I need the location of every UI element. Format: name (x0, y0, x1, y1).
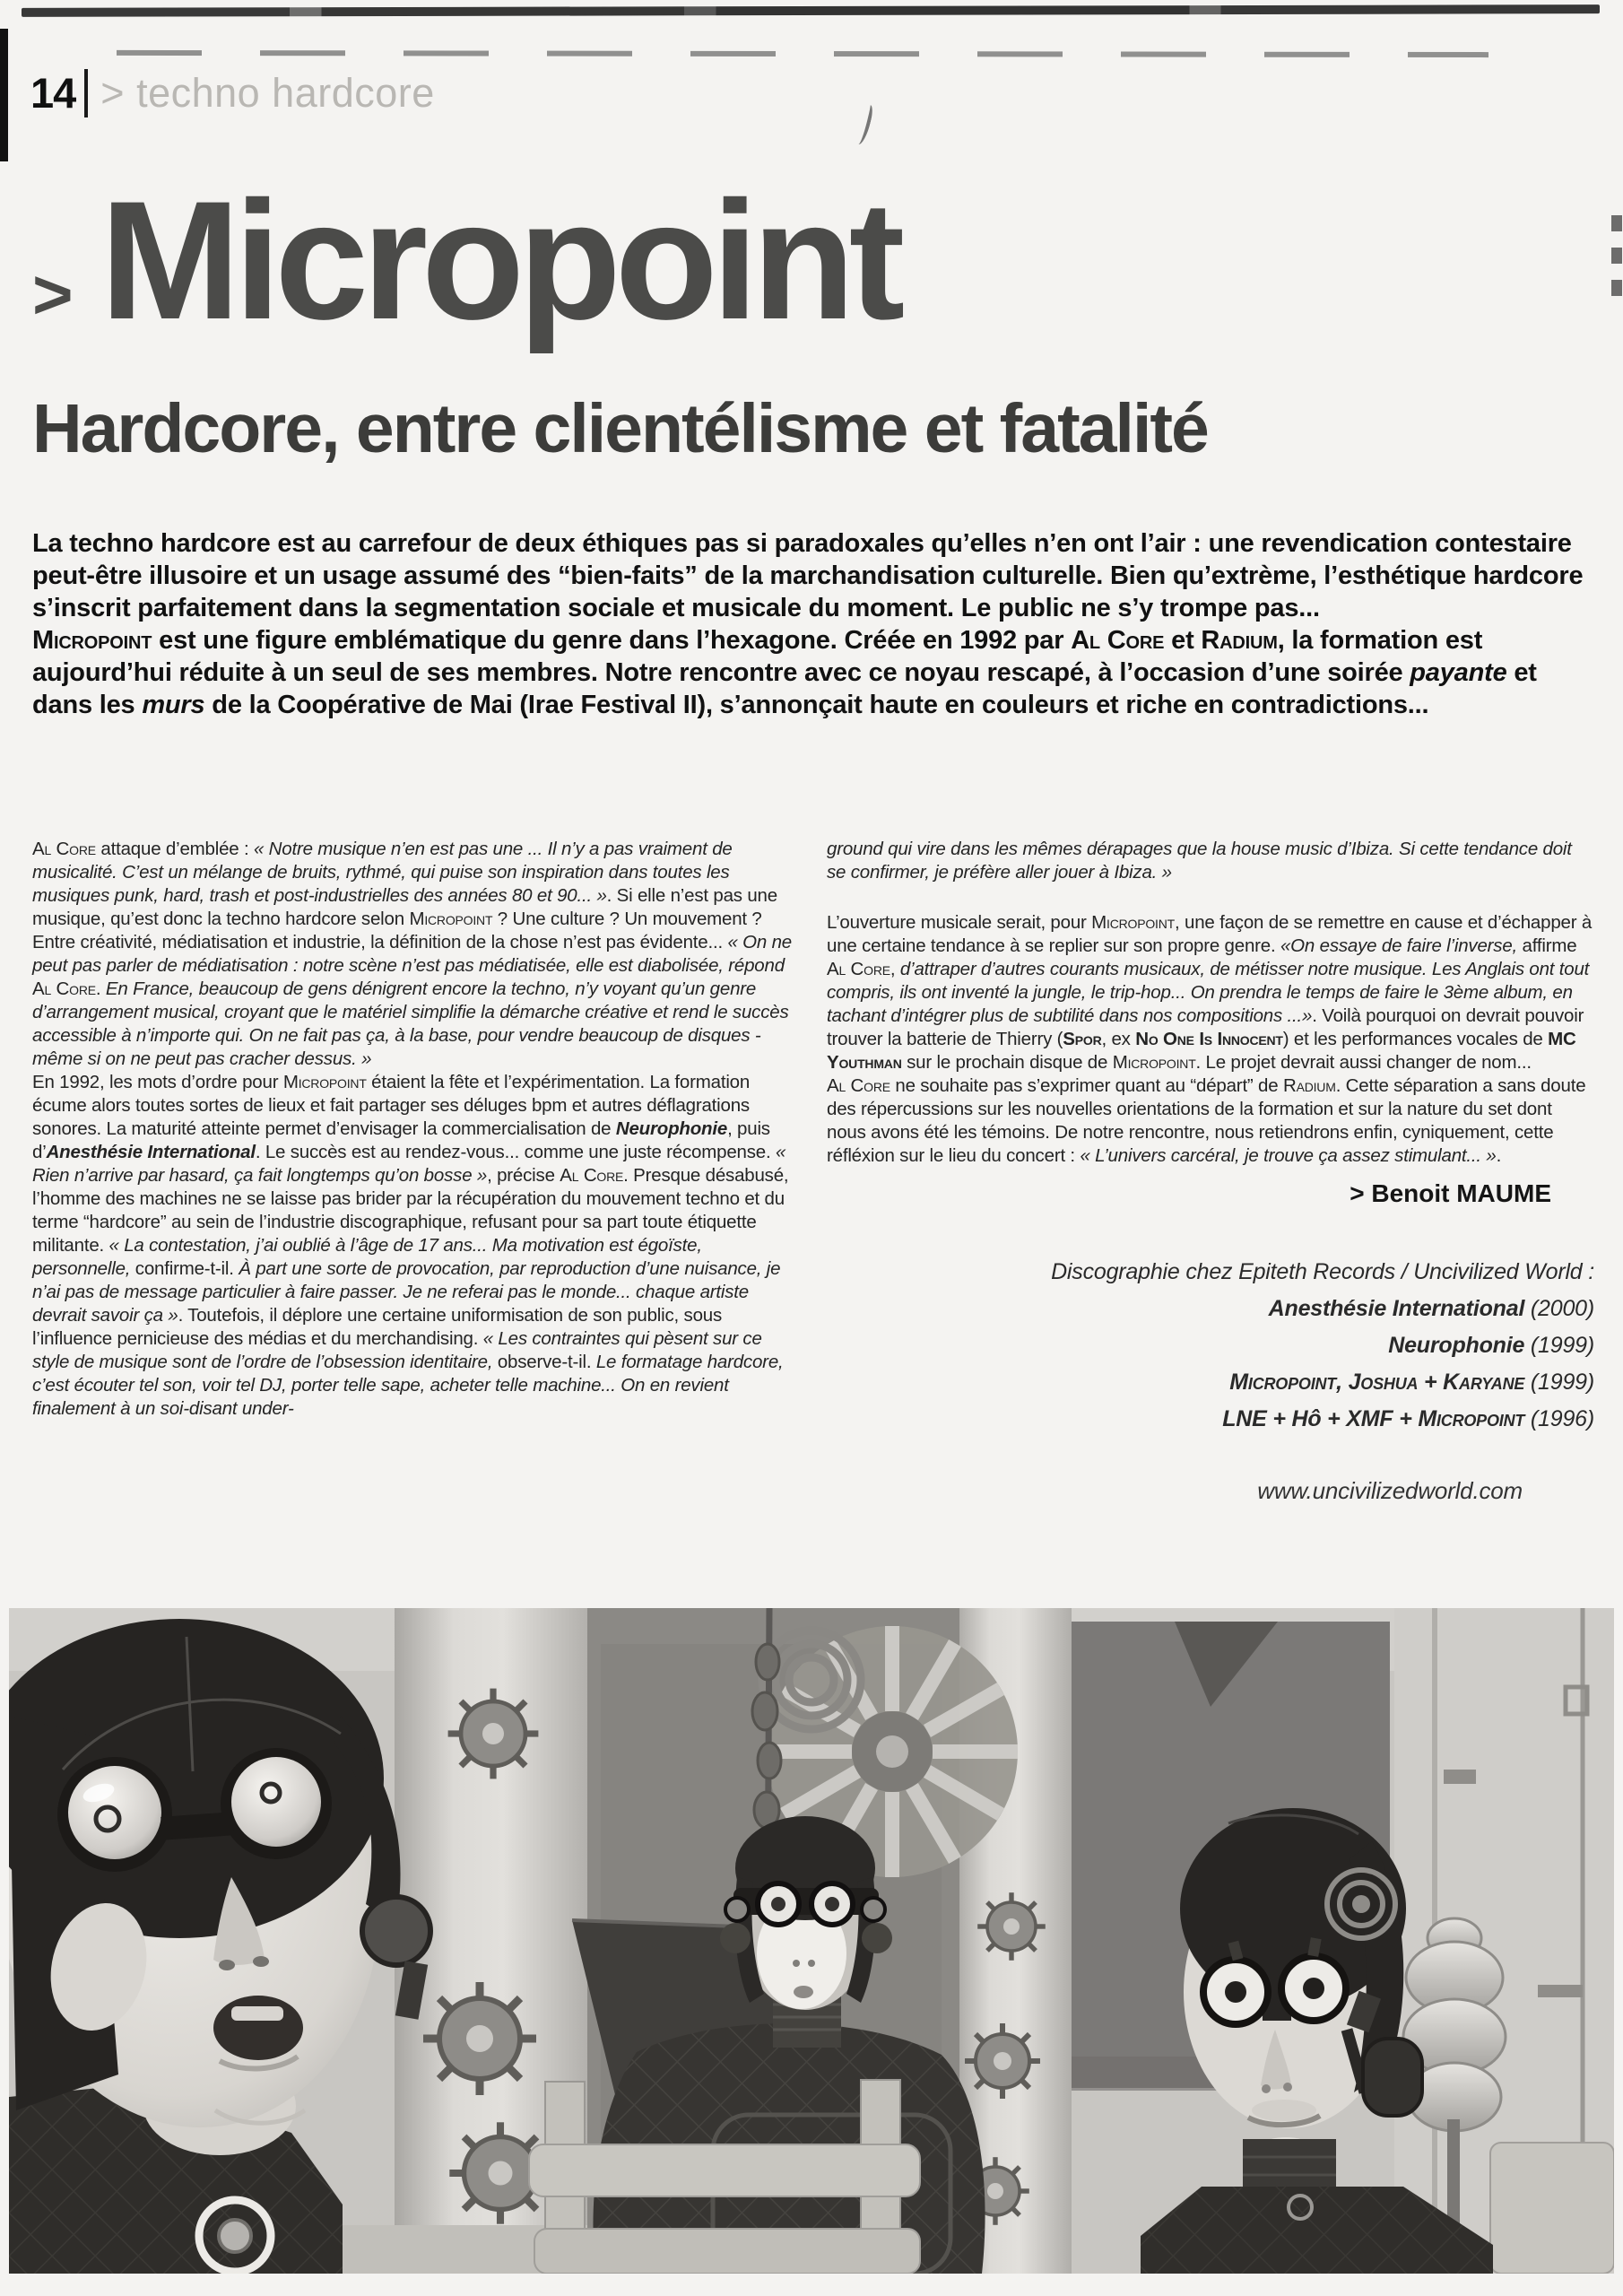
byline: > Benoit MAUME (1350, 1179, 1551, 1207)
body-column-right (827, 838, 1594, 1502)
title-marker: > (32, 255, 74, 334)
scan-artifact-right-marks (1611, 215, 1622, 301)
section-title: > techno hardcore (100, 69, 435, 116)
header-divider (84, 69, 88, 117)
body-paragraph: ground qui vire dans les mêmes dérapages que la house music d’Ibiza. Si cette tendance doit se confirmer, je préfère aller jouer à Ibiza. » (827, 839, 1572, 883)
discography-item: Anesthésie International (2000) (1268, 1296, 1594, 1321)
body-paragraph: En 1992, les mots d’ordre pour Micropoint étaient la fête et l’expérimentation. La formation écume alors toutes sortes de lieux et fait partager ses déluges bpm et autres déflagrations sonores. La maturité atteinte permet d’envisager la commercialisation de Neurophonie, puis d’Anesthésie International. Le succès est au rendez-vous... comme une juste récompense. « Rien n’arrive par hasard, ça fait longtemps qu’on bosse », précise Al Core. Presque désabusé, l’homme des machines ne se laisse pas brider par la récupération du mouvement techno et du terme “hardcore” au sein de l’industrie discographique, refusant pour sa part toute étiquette militante. « La contestation, j’ai oublié à l’âge de 17 ans... Ma motivation est égoïste, personnelle, confirme-t-il. À part une sorte de provocation, par reproduction d’une nuisance, je n’ai pas de message particulier à faire passer. Je ne referai pas le monde... chaque artiste devrait savoir ça ». Toutefois, il déplore une certaine uniformisation de son public, sous l’influence pernicieuse des médias et du merchandising. « Les contraintes qui pèsent sur ce style de musique sont de l’ordre de l’obsession identitaire, observe-t-il. Le formatage hardcore, c’est écouter tel son, voir tel DJ, porter telle sape, acheter telle machine... On en revient finalement à un soi-disant under- (32, 1072, 789, 1419)
discography-item: Micropoint, Joshua + Karyane (1999) (1229, 1370, 1594, 1395)
article-title: Micropoint (100, 166, 899, 354)
article-subtitle: Hardcore, entre clientélisme et fatalité (32, 390, 1208, 467)
intro-paragraph: Micropoint est une figure emblématique du genre dans l’hexagone. Créée en 1992 par Al Core et Radium, la formation est aujourd’hui réduite à un seul de ses membres. Notre rencontre avec ce noyau rescapé, à l’occasion d’une soirée payante et dans les murs de la Coopérative de Mai (Irae Festival II), s’annonçait haute en couleurs et riche en contradictions... (32, 626, 1537, 719)
photo-illustration (9, 1608, 1614, 2274)
website-url: www.uncivilizedworld.com (1257, 1477, 1523, 1504)
scan-artifact-dashed-line (117, 50, 1488, 57)
page-header (30, 68, 435, 117)
intro-paragraph: La techno hardcore est au carrefour de deux éthiques pas si paradoxales qu’elles n’en ont l’air : une revendication contestaire peut-être illusoire et un usage assumé des “bien-faits” de la marchandisation culturelle. Bien qu’extrème, l’esthétique hardcore s’inscrit parfaitement dans la segmentation sociale et musicale du moment. Le public ne s’y trompe pas... (32, 529, 1584, 622)
article-intro (32, 527, 1593, 721)
body-column-left (32, 838, 800, 1502)
discography-header: Discographie chez Epiteth Records / Uncivilized World : (1051, 1259, 1594, 1284)
article-photo (9, 1608, 1614, 2274)
page-number: 14 (30, 69, 76, 117)
body-paragraph: Al Core ne souhaite pas s’exprimer quant au “départ” de Radium. Cette séparation a sans doute des répercussions sur les nouvelles orientations de la formation et sur la nature du set dont nous avons été les témoins. De notre rencontre, nous retiendrons enfin, cyniquement, cette réfléxion sur le lieu du concert : « L’univers carcéral, je trouve ça assez stimulant... ». (827, 1075, 1586, 1166)
discography-item: Neurophonie (1999) (1388, 1333, 1594, 1358)
body-paragraph: Al Core attaque d’emblée : « Notre musique n’en est pas une ... Il n’y a pas vraiment de musicalité. C’est un mélange de bruits, rythmé, qui puise son inspiration dans toutes les musiques punk, hard, trash et post-industrielles des années 80 et 90... ». Si elle n’est pas une musique, qu’est donc la techno hardcore selon Micropoint ? Une culture ? Un mouvement ? Entre créativité, médiatisation et industrie, la définition de la chose n’est pas évidente... « On ne peut pas parler de médiatisation : notre scène n’est pas médiatisée, elle est diabolisée, répond Al Core. En France, beaucoup de gens dénigrent encore la techno, n’y voyant qu’un genre d’arrangement musical, croyant que le matériel simplifie la démarche créative et rend le succès accessible à n’importe qui. On ne fait pas ça, à la base, pour vendre beaucoup de disques - même si on ne peut pas cracher dessus. » (32, 839, 793, 1069)
scan-artifact-pen-mark (855, 103, 875, 146)
discography-item: LNE + Hô + XMF + Micropoint (1996) (1222, 1406, 1594, 1431)
article-body (32, 838, 1594, 1502)
discography (827, 1254, 1594, 1502)
body-paragraph: L’ouverture musicale serait, pour Micropoint, une façon de se remettre en cause et d’échapper à une certaine tendance à se replier sur son propre genre. «On essaye de faire l’inverse, affirme Al Core, d’attraper d’autres courants musicaux, de métisser notre musique. Les Anglais ont tout compris, ils ont inventé la jungle, le trip-hop... On prendra le temps de faire le 3ème album, en tachant d’intégrer plus de subtilité dans nos compositions ...». Voilà pourquoi on devrait pouvoir trouver la batterie de Thierry (Spor, ex No One Is Innocent) et les performances vocales de MC Youthman sur le prochain disque de Micropoint. Le projet devrait aussi changer de nom... (827, 912, 1593, 1073)
article-title-row (32, 166, 899, 354)
scan-artifact-top-bar (22, 4, 1600, 17)
scan-artifact-left-mark (0, 29, 8, 161)
